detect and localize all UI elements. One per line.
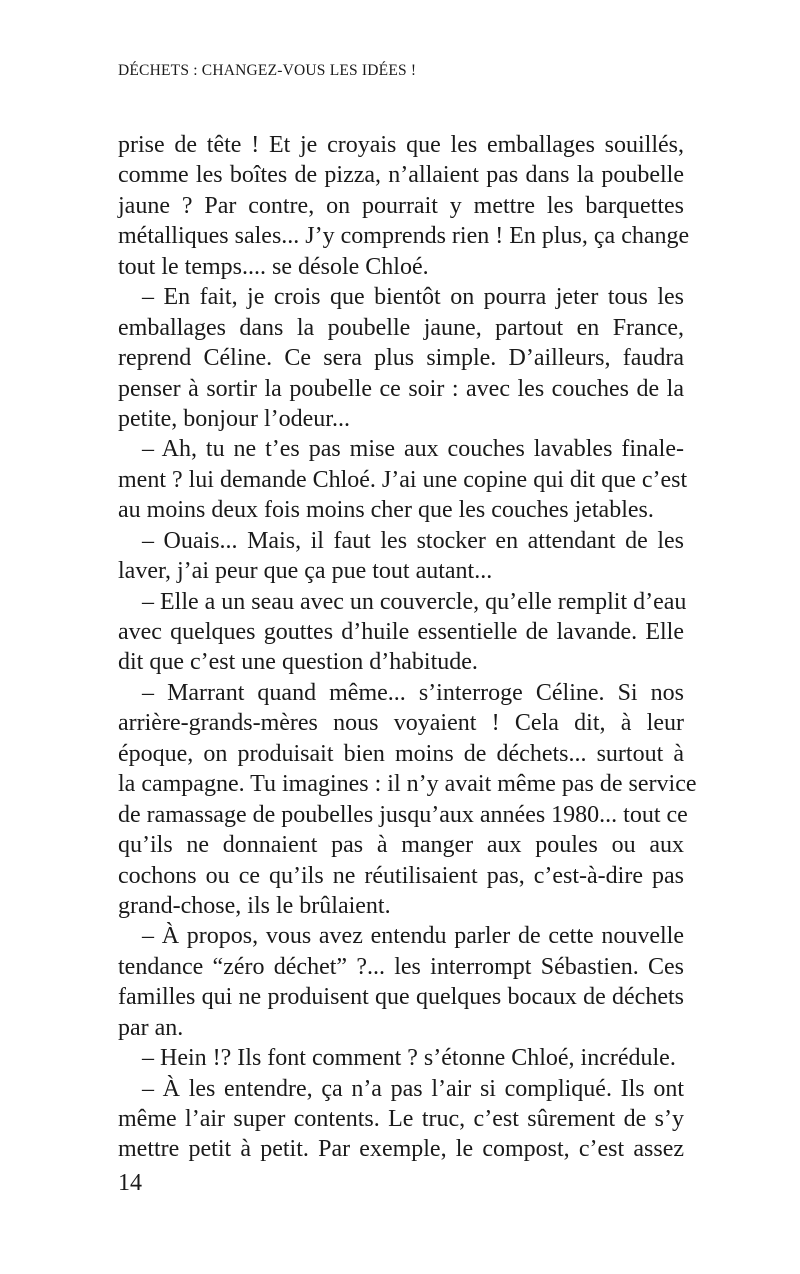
text-line: familles qui ne produisent que quelques bocaux de déchets xyxy=(118,984,684,1011)
text-line: prise de tête ! Et je croyais que les emballages souillés, xyxy=(118,132,684,158)
text-line: grand-chose, ils le brûlaient. xyxy=(118,892,391,919)
text-line: tout le temps.... se désole Chloé. xyxy=(118,253,429,280)
text-line: penser à sortir la poubelle ce soir : avec les couches de la xyxy=(118,375,684,402)
text-line: jaune ? Par contre, on pourrait y mettre les barquettes xyxy=(118,192,684,219)
page-number: 14 xyxy=(118,1170,142,1196)
text-line: emballages dans la poubelle jaune, partout en France, xyxy=(118,314,684,341)
text-line: – À propos, vous avez entendu parler de cette nouvelle xyxy=(142,923,684,950)
text-line: reprend Céline. Ce sera plus simple. D’ailleurs, faudra xyxy=(118,345,684,372)
text-line: mettre petit à petit. Par exemple, le compost, c’est assez xyxy=(118,1136,684,1163)
text-line: tendance “zéro déchet” ?... les interrompt Sébastien. Ces xyxy=(118,953,684,980)
text-line: comme les boîtes de pizza, n’allaient pas dans la poubelle xyxy=(118,162,684,189)
text-line: dit que c’est une question d’habitude. xyxy=(118,649,478,676)
text-line: – Ouais... Mais, il faut les stocker en attendant de les xyxy=(142,527,684,554)
text-line: – Hein !? Ils font comment ? s’étonne Chloé, incrédule. xyxy=(142,1045,676,1072)
running-head: DÉCHETS : CHANGEZ-VOUS LES IDÉES ! xyxy=(118,62,417,79)
text-line: – Elle a un seau avec un couvercle, qu’elle remplit d’eau xyxy=(142,588,687,615)
text-line: au moins deux fois moins cher que les couches jetables. xyxy=(118,497,654,524)
text-line: – En fait, je crois que bientôt on pourra jeter tous les xyxy=(142,284,684,311)
text-line: arrière-grands-mères nous voyaient ! Cela dit, à leur xyxy=(118,710,684,737)
text-line: époque, on produisait bien moins de déchets... surtout à xyxy=(118,740,684,767)
text-line: – Marrant quand même... s’interroge Céline. Si nos xyxy=(142,679,684,706)
text-line: – À les entendre, ça n’a pas l’air si compliqué. Ils ont xyxy=(142,1075,684,1102)
text-line: avec quelques gouttes d’huile essentielle de lavande. Elle xyxy=(118,619,684,645)
body-text xyxy=(118,130,697,1165)
text-line: métalliques sales... J’y comprends rien ! En plus, ça change xyxy=(118,223,690,250)
text-line: la campagne. Tu imagines : il n’y avait même pas de service xyxy=(118,771,697,798)
text-line: laver, j’ai peur que ça pue tout autant... xyxy=(118,558,493,585)
text-line: qu’ils ne donnaient pas à manger aux poules ou aux xyxy=(118,832,684,859)
text-line: petite, bonjour l’odeur... xyxy=(118,405,350,432)
text-line: par an. xyxy=(118,1014,184,1041)
text-line: – Ah, tu ne t’es pas mise aux couches lavables finale- xyxy=(142,436,684,463)
text-line: ment ? lui demande Chloé. J’ai une copine qui dit que c’est xyxy=(118,466,688,493)
text-line: cochons ou ce qu’ils ne réutilisaient pas, c’est-à-dire pas xyxy=(118,862,684,889)
text-line: de ramassage de poubelles jusqu’aux années 1980... tout ce xyxy=(118,801,688,828)
text-line: même l’air super contents. Le truc, c’est sûrement de s’y xyxy=(118,1106,684,1132)
